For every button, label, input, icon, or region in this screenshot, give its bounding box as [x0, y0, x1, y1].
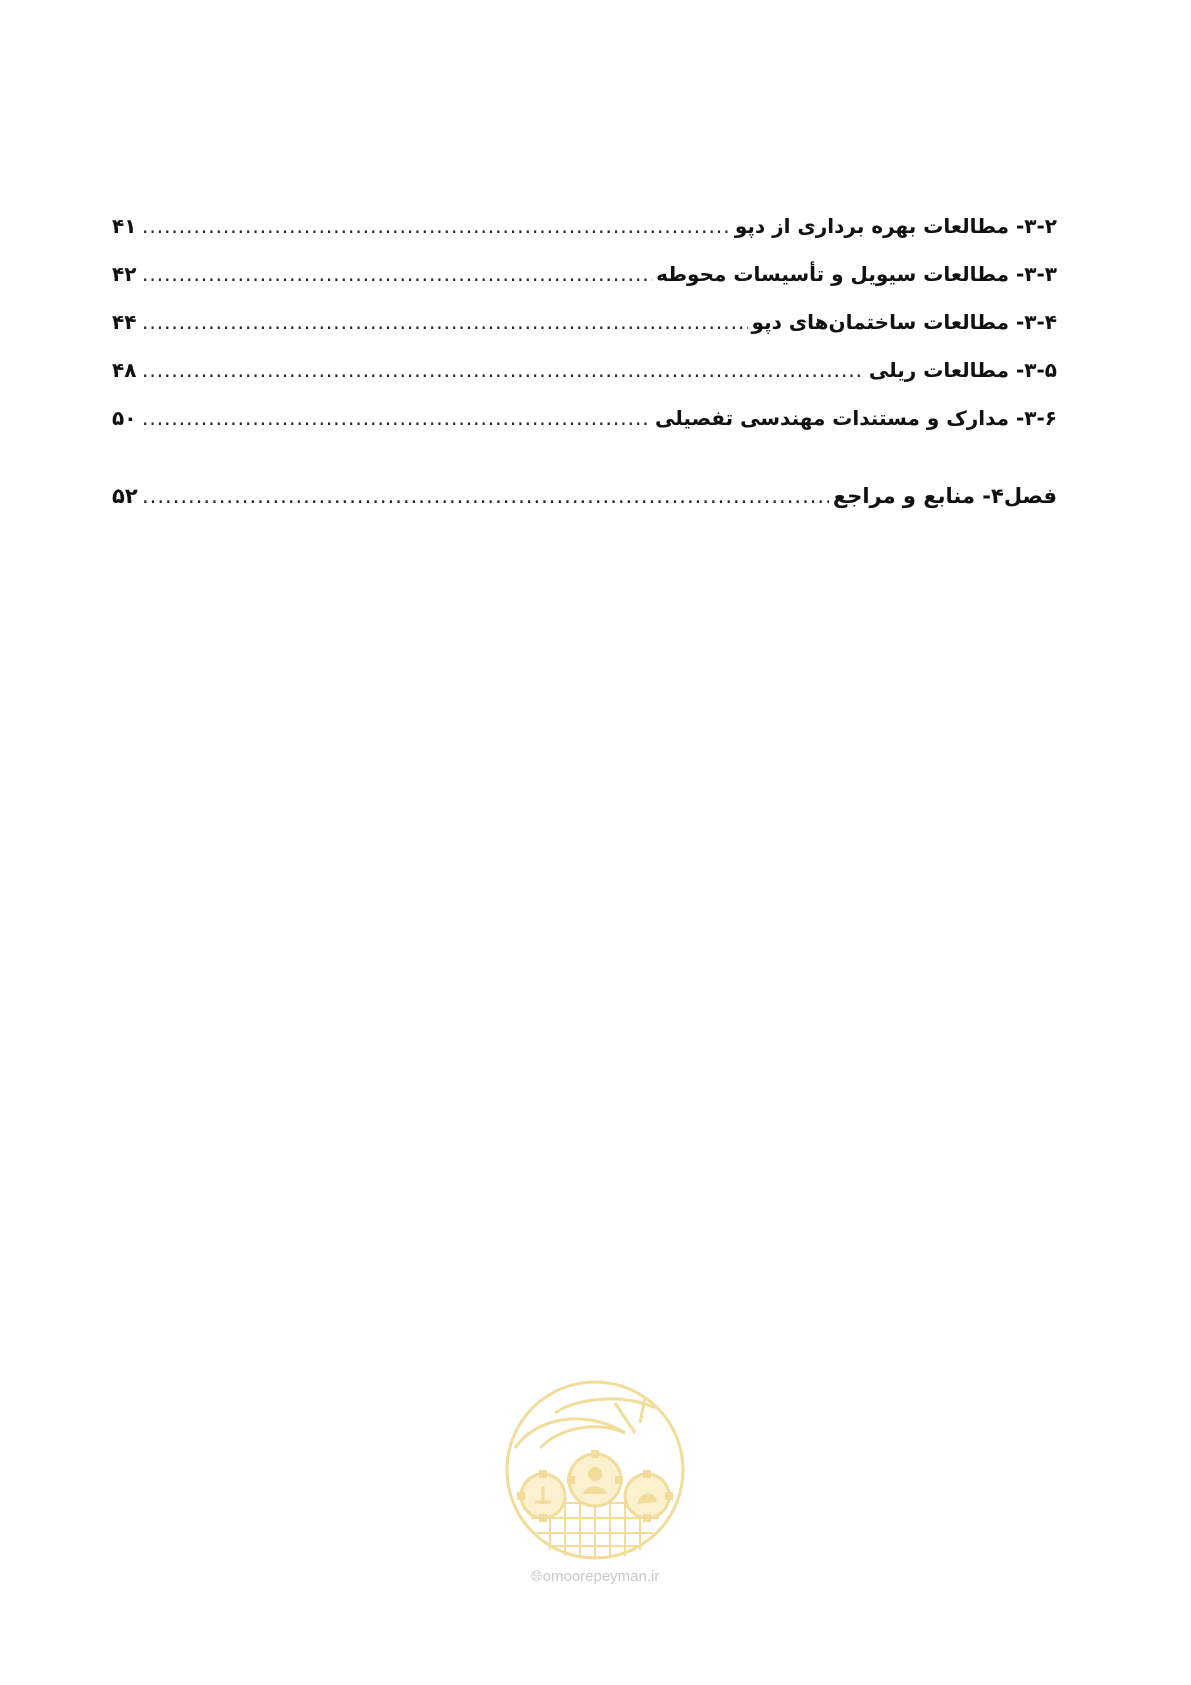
toc-entry-title: ۳-۲- مطالعات بهره برداری از دپو: [734, 214, 1057, 238]
toc-chapter-title: فصل۴- منابع و مراجع: [832, 484, 1057, 508]
watermark-site-text: omoorepeyman.ir: [542, 1568, 660, 1585]
watermark-site: [495, 1568, 695, 1585]
toc-chapter-entry[interactable]: [112, 482, 1057, 530]
logo-emblem-icon: [495, 1378, 695, 1568]
toc-entry-page: ۴۴: [112, 310, 137, 334]
toc-entry[interactable]: [112, 404, 1057, 452]
toc-entry-title: ۳-۵- مطالعات ریلی: [868, 358, 1057, 382]
toc-entry-title: ۳-۴- مطالعات ساختمان‌های دپو: [751, 310, 1057, 334]
globe-icon: 🌐︎: [530, 1568, 543, 1585]
toc-entry[interactable]: [112, 212, 1057, 260]
toc-entry[interactable]: [112, 308, 1057, 356]
toc-leader-dots: [142, 212, 731, 240]
toc-chapter-page: ۵۲: [112, 484, 138, 508]
toc-entry[interactable]: [112, 260, 1057, 308]
toc-leader-dots: [142, 308, 748, 336]
watermark-logo: [495, 1378, 695, 1598]
toc-entry[interactable]: [112, 356, 1057, 404]
toc-entry-page: ۴۸: [112, 358, 137, 382]
toc-leader-dots: [142, 260, 652, 288]
toc-leader-dots: [142, 404, 651, 432]
toc-entry-page: ۴۲: [112, 262, 137, 286]
toc-entry-title: ۳-۳- مطالعات سیویل و تأسیسات محوطه: [656, 262, 1057, 286]
toc-leader-dots: [142, 482, 829, 510]
toc-entry-page: ۴۱: [112, 214, 137, 238]
toc-entry-title: ۳-۶- مدارک و مستندات مهندسی تفصیلی: [655, 406, 1057, 430]
table-of-contents: [112, 212, 1057, 530]
toc-leader-dots: [142, 356, 865, 384]
toc-entry-page: ۵۰: [112, 406, 137, 430]
